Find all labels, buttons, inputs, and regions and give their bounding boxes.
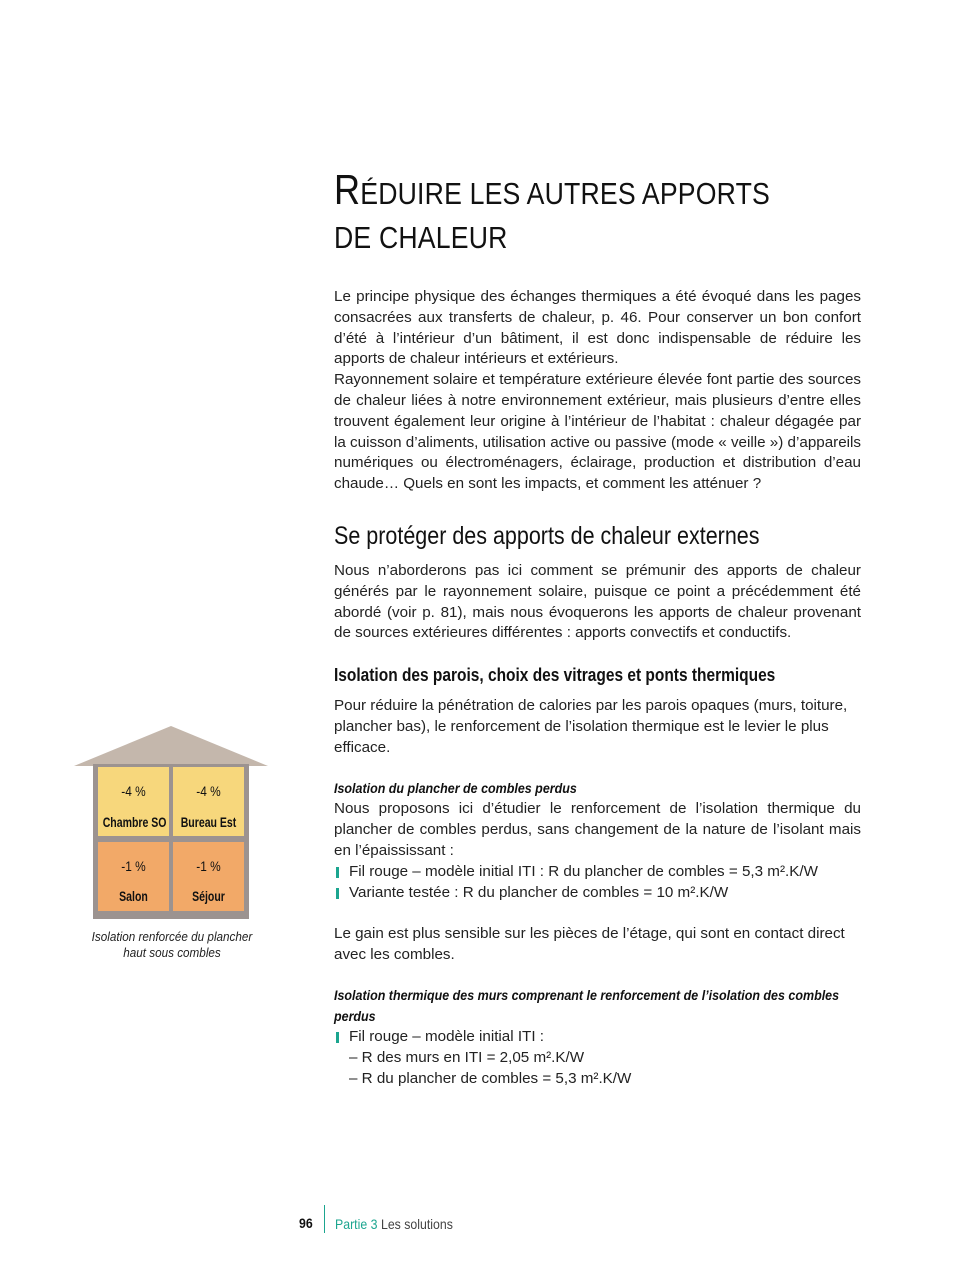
list-item: Fil rouge – modèle initial ITI : [334,1027,861,1048]
section-heading-external: Se protéger des apports de chaleur externes [334,521,760,550]
list-item: – R des murs en ITI = 2,05 m².K/W [349,1049,585,1067]
room-percentage: -4 % [196,783,221,799]
room-bureau-est [173,767,244,836]
house-roof [74,726,268,766]
room-percentage: -1 % [196,858,221,874]
block-heading-plancher: Isolation du plancher de combles perdus [334,780,577,797]
house-walls [93,764,249,919]
list-item: Variante testée : R du plancher de combles = 10 m².K/W [334,883,861,904]
room-label: Salon [119,889,148,904]
diagram-caption: Isolation renforcée du plancher haut sous combles [91,929,253,960]
house-diagram [74,726,268,922]
list-item: Fil rouge – modèle initial ITI : R du plancher de combles = 5,3 m².K/W [334,862,861,883]
bullet-list-murs [334,1027,861,1048]
room-label: Séjour [192,889,225,904]
block-paragraph-1: Nous proposons ici d’étudier le renforcement de l’isolation thermique du plancher de combles perdus, sans changement de la nature de l’isolant mais en l’épaississant : [334,800,861,859]
title-line2: DE CHALEUR [334,220,508,255]
bullet-list-plancher [334,862,861,904]
title-line1: ÉDUIRE LES AUTRES APPORTS [360,176,771,211]
room-percentage: -4 % [121,783,146,799]
intro-paragraph-2: Rayonnement solaire et température extérieure élevée font partie des sources de chaleur liées à notre environnement extérieur, mais plusieurs d’entre elles trouvent également leur origine à l’intérieur de l’habitat : chaleur dégagée par la cuisson d’aliments, utilisation active ou passive (mode « veille ») d’appareils numériques ou électroménagers, éclairage, production et distribution d’eau chaude… Quels en sont les impacts, et comment les atténuer ? [334,371,861,493]
room-percentage: -1 % [121,858,146,874]
intro-paragraph-1: Le principe physique des échanges thermiques a été évoqué dans les pages consacrées aux transferts de chaleur, p. 46. Pour conserver un bon confort d’été à l’intérieur d’un bâtiment, il est donc indispensable de réduire les apports de chaleur intérieurs et extérieurs. [334,288,861,368]
footer-divider [324,1205,325,1233]
section-paragraph: Nous n’aborderons pas ici comment se prémunir des apports de chaleur générés par le rayonnement solaire, puisque ce point a précédemment été abordé (voir p. 81), mais nous évoquerons les apports de chaleur provenant de sources extérieures différentes : apports convectifs et conductifs. [334,561,861,642]
room-salon [98,842,169,911]
page-number: 96 [299,1215,313,1231]
block-paragraph-2: Le gain est plus sensible sur les pièces de l’étage, qui sont en contact direct avec les combles. [334,925,845,963]
bullet-marker [336,867,339,878]
footer-section [335,1216,453,1232]
footer-part-label: Partie 3 [335,1216,378,1232]
room-chambre-so [98,767,169,836]
bullet-marker [336,888,339,899]
room-label: Bureau Est [180,815,237,830]
subsection-paragraph: Pour réduire la pénétration de calories par les parois opaques (murs, toiture, plancher bas), le renforcement de l’isolation thermique est le levier le plus efficace. [334,697,848,756]
list-item: – R du plancher de combles = 5,3 m².K/W [349,1069,632,1087]
page-title [334,168,816,260]
main-column [334,287,861,1090]
room-label: Chambre SO [102,815,167,830]
footer-section-label: Les solutions [380,1216,453,1232]
block-heading-murs: Isolation thermique des murs comprenant le renforcement de l’isolation des combles perdus [334,987,840,1025]
room-sejour [173,842,244,911]
title-initial: R [334,166,361,213]
dash-list-murs [334,1048,861,1090]
bullet-marker [336,1032,339,1043]
subsection-heading-isolation: Isolation des parois, choix des vitrages et ponts thermiques [334,665,776,686]
